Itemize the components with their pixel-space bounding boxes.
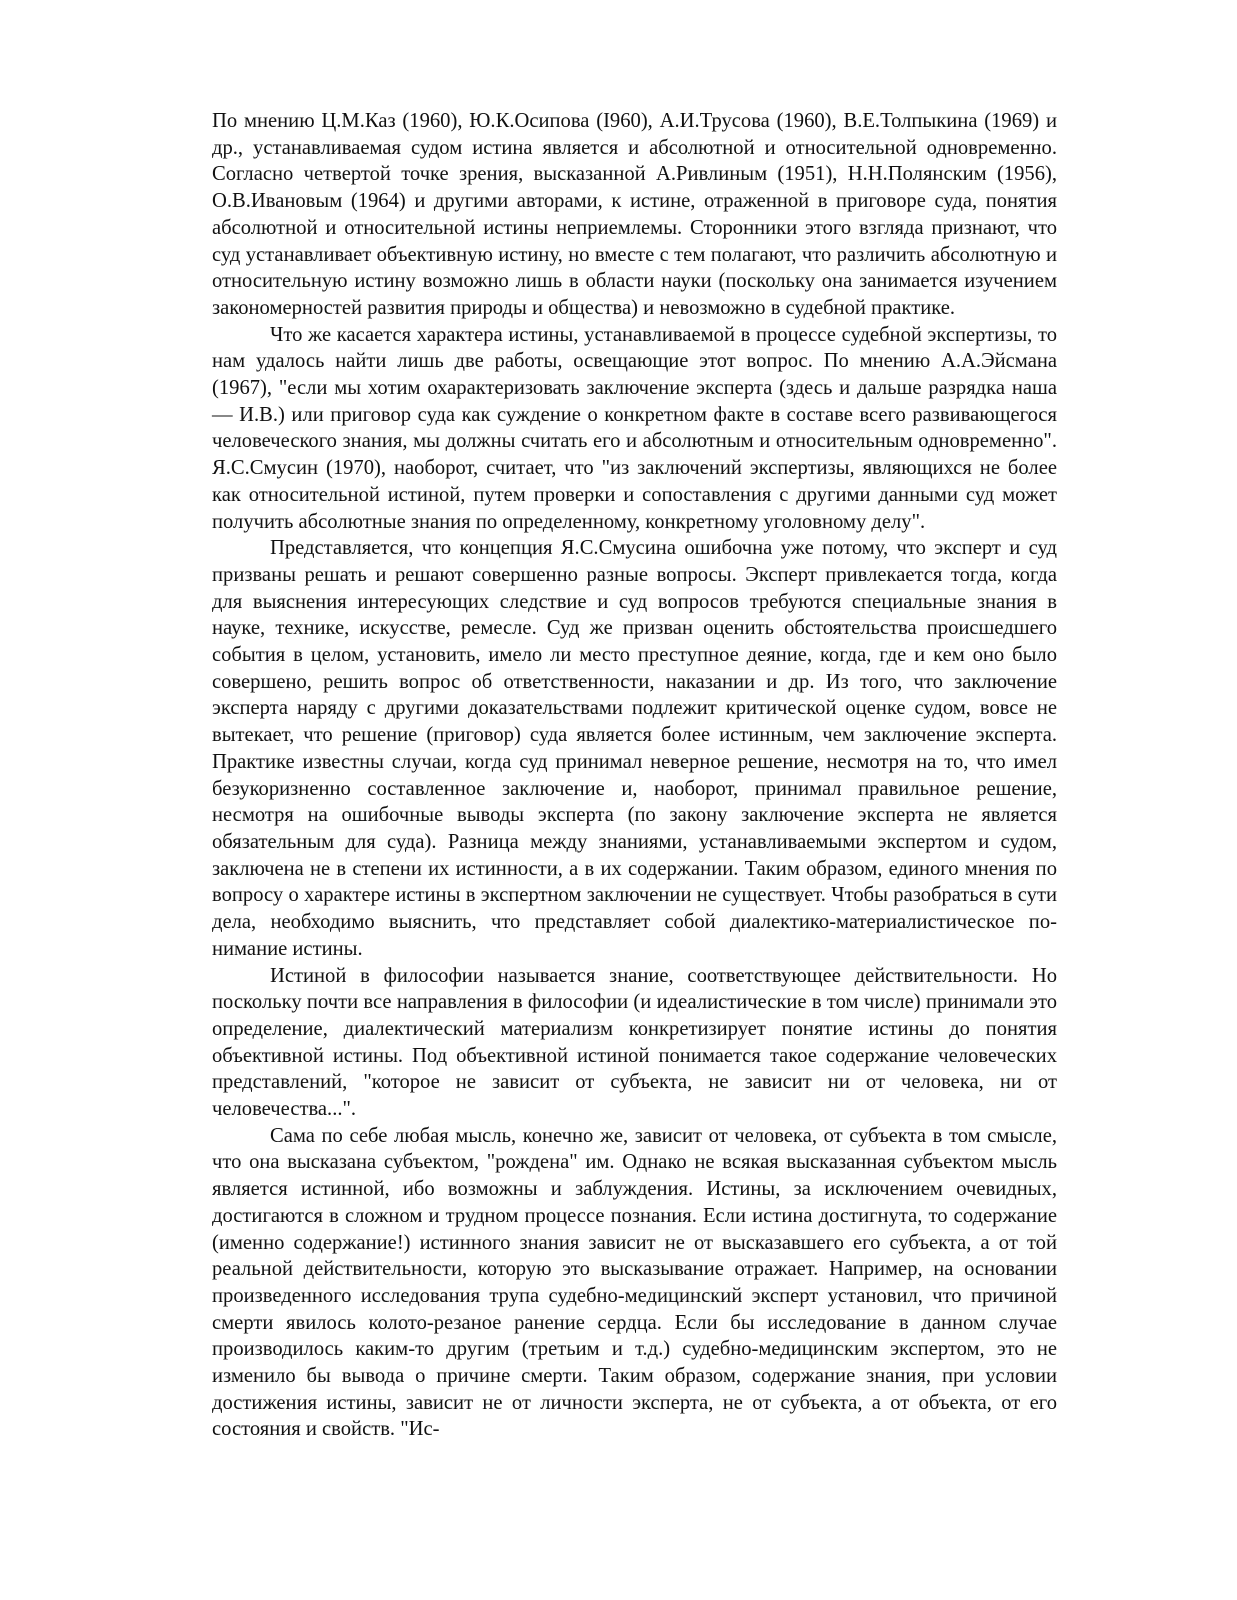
paragraph-5: Сама по себе любая мысль, конечно же, зависит от человека, от субъекта в том смысле, что она высказана субъектом, "рождена" им. Однако не всякая высказанная субъектом мысль является истинной, ибо возможны и заблуждения. Истины, за исключением очевидных, достигаются в сложном и трудном процессе познания. Если истина достигнута, то содержание (именно содержание!) истинного знания зависит не от высказавшего его субъекта, а от той реальной действительности, которую это высказывание отражает. Например, на основании произведенного исследования трупа судебно-медицинский эксперт установил, что причиной смерти явилось колото-резаное ранение сердца. Если бы исследование в данном случае производилось каким-то другим (третьим и т.д.) судебно-медицинским экспертом, это не изменило бы вывода о причине смерти. Таким образом, содержание знания, при условии достижения истины, зависит не от личности эксперта, не от субъекта, а от объекта, от его состояния и свойств. "Ис- [212, 1124, 1057, 1441]
paragraph-1: По мнению Ц.М.Каз (1960), Ю.К.Осипова (I960), А.И.Трусова (1960), В.Е.Толпыкина (1969) и др., устанавливаемая судом истина является и абсолютной и относительной одновременно. Согласно четвертой точке зрения, высказанной А.Ривлиным (1951), Н.Н.Полянским (1956), О.В.Ивановым (1964) и другими авторами, к истине, отраженной в приговоре суда, понятия абсолютной и относительной истины неприемлемы. Сторонники этого взгляда признают, что суд устанавливает объективную истину, но вместе с тем полагают, что различить абсолютную и относительную истину возможно лишь в области науки (поскольку она занимается изучением закономерностей развития природы и общества) и невозможно в судебной практике. [212, 110, 1057, 319]
paragraph-4: Истиной в философии называется знание, соответствующее действительности. Но поскольку почти все направления в философии (и идеалистические в том числе) принимали это определение, диалектический материализм конкретизирует понятие истины до понятия объективной истины. Под объективной истиной понимается такое содержание человеческих представлений, "которое не зависит от субъекта, не зависит ни от человека, ни от человечества...". [212, 964, 1057, 1121]
paragraph-2: Что же касается характера истины, устанавливаемой в процессе судебной экспертизы, то нам удалось найти лишь две работы, освещающие этот вопрос. По мнению А.А.Эйсмана (1967), "если мы хотим охарактеризовать заключение эксперта (здесь и дальше разрядка наша — И.В.) или приговор суда как суждение о конкретном факте в составе всего развивающегося человеческого знания, мы должны считать его и абсолютным и относительным одновременно". Я.С.Смусин (1970), наоборот, считает, что "из заключений экспертизы, являющихся не более как относительной истиной, путем проверки и сопоставления с другими данными суд может получить абсолютные знания по определенному, конкретному уголовному делу". [212, 323, 1057, 533]
document-page [212, 108, 1057, 1443]
paragraph-3: Представляется, что концепция Я.С.Смусина ошибочна уже потому, что эксперт и суд призваны решать и решают совершенно разные вопросы. Эксперт привлекается тогда, когда для выяснения интересующих следствие и суд вопросов требуются специальные знания в науке, технике, искусстве, ремесле. Суд же призван оценить обстоятельства происшедшего события в целом, установить, имело ли место преступное деяние, когда, где и кем оно было совершено, решить вопрос об ответственности, наказании и др. Из того, что заключение эксперта наряду с другими доказательствами подлежит критической оценке судом, вовсе не вытекает, что решение (приговор) суда является более истинным, чем заключение эксперта. Практике известны случаи, когда суд принимал неверное решение, несмотря на то, что имел безукоризненно составленное заключение и, наоборот, принимал правильное решение, несмотря на ошибочные выводы эксперта (по закону заключение эксперта не является обязательным для суда). Разница между знаниями, устанавливаемыми экспертом и судом, заключена не в степени их истинности, а в их содержании. Таким образом, единого мнения по вопросу о характере истины в экспертном заключении не существует. Чтобы разобраться в сути дела, необходимо выяснить, что представляет собой диалектико-материалистическое понимание истины. [212, 537, 1057, 960]
